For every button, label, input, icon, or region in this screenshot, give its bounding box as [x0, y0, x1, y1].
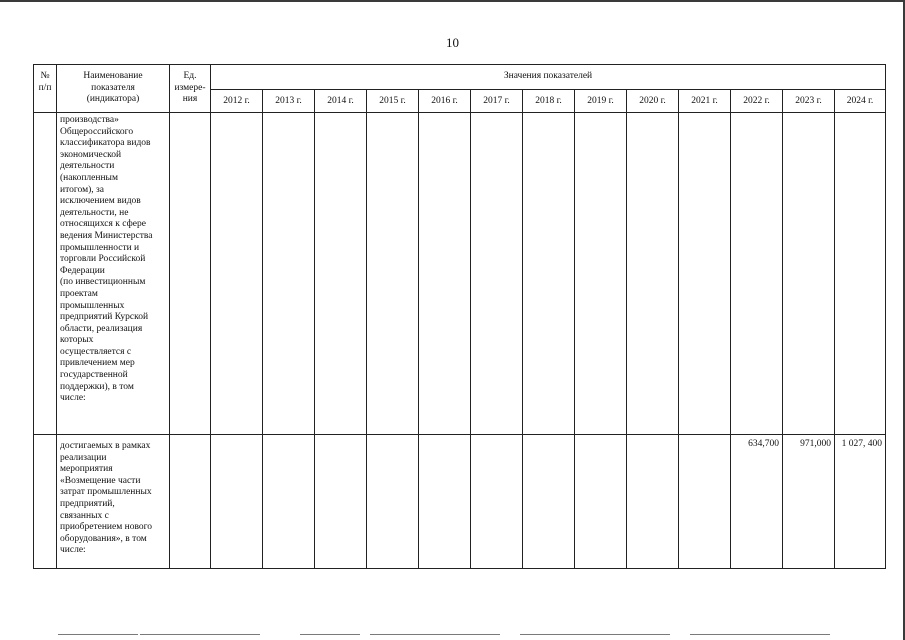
indicator-name-line: привлечением мер: [60, 358, 135, 369]
year-header: 2013 г.: [263, 90, 315, 113]
value-cell: [419, 113, 471, 435]
year-header: 2020 г.: [627, 90, 679, 113]
indicator-name-line: деятельности: [60, 161, 115, 172]
row-number-cell: [34, 113, 57, 435]
value-cell: 1 027, 400: [835, 435, 886, 569]
value-cell: [627, 435, 679, 569]
indicator-name-cell: [57, 435, 170, 569]
year-header: 2012 г.: [211, 90, 263, 113]
value-cell: [471, 435, 523, 569]
indicator-name-line: связанных с: [60, 510, 109, 521]
indicator-name-line: Федерации: [60, 265, 105, 276]
indicator-name-line: промышленных: [60, 300, 125, 311]
header-name-line: (индикатора): [86, 94, 140, 104]
value-cell: [679, 113, 731, 435]
indicator-name-line: классификатора видов: [60, 138, 151, 149]
year-header: 2016 г.: [419, 90, 471, 113]
value-cell: [783, 113, 835, 435]
value-cell: [315, 435, 367, 569]
header-unit-line: ния: [182, 94, 198, 104]
scan-artifact-line: [520, 634, 670, 635]
indicator-name-line: осуществляется с: [60, 346, 132, 357]
scan-artifact-line: [370, 634, 500, 635]
value-cell: [627, 113, 679, 435]
indicator-name-line: проектам: [60, 288, 98, 299]
indicator-name-line: мероприятия: [60, 464, 113, 475]
indicator-name-line: промышленности и: [60, 242, 140, 253]
scan-artifact-line: [58, 634, 138, 635]
header-indicator-name: [57, 65, 170, 113]
indicator-name-line: затрат промышленных: [60, 487, 152, 498]
indicator-name-line: числе:: [60, 545, 86, 556]
table-row: [34, 113, 886, 435]
indicator-name-line: (накопленным: [60, 172, 118, 183]
scan-artifact-line: [140, 634, 260, 635]
header-unit-line: Ед.: [183, 71, 197, 81]
indicator-name-line: производства»: [60, 115, 119, 125]
scan-artifact-line: [690, 634, 830, 635]
year-header: 2023 г.: [783, 90, 835, 113]
header-unit: [170, 65, 211, 113]
indicator-name-line: реализации: [60, 452, 107, 463]
unit-cell: [170, 113, 211, 435]
header-number-line: №: [40, 71, 50, 81]
indicator-name-line: предприятий Курской: [60, 312, 149, 323]
header-name-line: Наименование: [83, 71, 143, 81]
value-cell: [575, 113, 627, 435]
indicator-name-line: торговли Российской: [60, 254, 146, 265]
indicator-name-line: итогом), за: [60, 184, 104, 195]
value-cell: [835, 113, 886, 435]
indicator-name-line: Общероссийского: [60, 126, 134, 137]
year-header: 2017 г.: [471, 90, 523, 113]
year-header: 2019 г.: [575, 90, 627, 113]
header-number-line: п/п: [38, 82, 52, 93]
scan-artifact-line: [300, 634, 360, 635]
value-cell: [471, 113, 523, 435]
indicator-name-line: оборудования», в том: [60, 533, 147, 544]
year-header: 2021 г.: [679, 90, 731, 113]
scan-top-edge: [0, 0, 905, 2]
page-number: 10: [446, 35, 459, 50]
indicator-name-line: (по инвестиционным: [60, 277, 146, 288]
value-cell: 634,700: [731, 435, 783, 569]
header-values-group: Значения показателей: [211, 65, 886, 90]
value-cell: [367, 435, 419, 569]
table-row: [34, 435, 886, 569]
unit-cell: [170, 435, 211, 569]
indicator-name-cell: [57, 113, 170, 435]
year-header: 2015 г.: [367, 90, 419, 113]
indicators-table: [33, 64, 886, 569]
indicator-name-line: «Возмещение части: [60, 475, 141, 486]
year-header: 2018 г.: [523, 90, 575, 113]
row-number-cell: [34, 435, 57, 569]
indicator-name-line: деятельности, не: [60, 207, 129, 218]
value-cell: [731, 113, 783, 435]
header-unit-line: измере-: [174, 82, 206, 93]
value-cell: [211, 435, 263, 569]
indicator-name-line: области, реализация: [60, 323, 143, 334]
indicator-name-line: числе:: [60, 393, 86, 404]
indicator-name-line: приобретением нового: [60, 522, 153, 533]
value-cell: [211, 113, 263, 435]
value-cell: [523, 435, 575, 569]
indicator-name-line: государственной: [60, 370, 128, 381]
year-header: 2022 г.: [731, 90, 783, 113]
header-number: [34, 65, 57, 113]
value-cell: [367, 113, 419, 435]
value-cell: [679, 435, 731, 569]
value-cell: [523, 113, 575, 435]
value-cell: [263, 435, 315, 569]
year-header: 2014 г.: [315, 90, 367, 113]
value-cell: [263, 113, 315, 435]
value-cell: [315, 113, 367, 435]
value-cell: [575, 435, 627, 569]
indicator-name-line: поддержки), в том: [60, 381, 134, 392]
indicator-name-line: экономической: [60, 149, 122, 160]
indicator-name-line: которых: [60, 335, 94, 346]
indicator-name-line: исключением видов: [60, 196, 141, 207]
indicator-name-line: ведения Министерства: [60, 230, 153, 241]
header-name-line: показателя: [91, 82, 135, 93]
year-header: 2024 г.: [835, 90, 886, 113]
indicator-name-line: относящихся к сфере: [60, 219, 146, 230]
value-cell: [419, 435, 471, 569]
indicator-name-line: предприятий,: [60, 498, 115, 509]
indicator-name-line: достигаемых в рамках: [60, 441, 151, 451]
value-cell: 971,000: [783, 435, 835, 569]
